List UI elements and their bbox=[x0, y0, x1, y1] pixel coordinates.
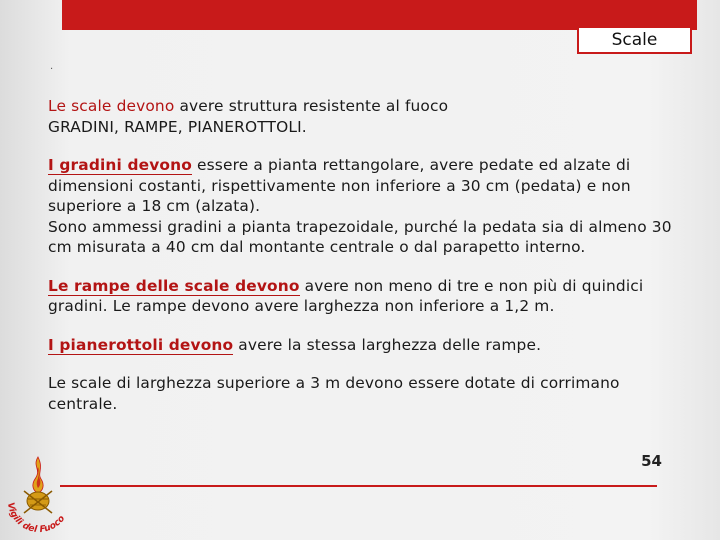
rampe-rest: avere non meno di tre e non più di quindici gradini. Le rampe devono avere larghezza non inferiore a 1,2 m. bbox=[48, 276, 644, 315]
intro-lead: Le scale devono bbox=[48, 97, 175, 115]
gradini-lead: I gradini devono bbox=[48, 156, 192, 174]
rampe-paragraph bbox=[48, 276, 678, 317]
slide-title: Scale bbox=[577, 26, 692, 54]
intro-line2: GRADINI, RAMPE, PIANEROTTOLI. bbox=[48, 117, 307, 136]
page-number: 54 bbox=[641, 452, 662, 470]
gradini-paragraph bbox=[48, 155, 678, 217]
gradini-line2: Sono ammessi gradini a pianta trapezoidale, purché la pedata sia di almeno 30 cm misurata a 40 cm dal montante centrale o dal parapetto interno. bbox=[48, 217, 672, 256]
pianerottoli-rest: avere la stessa larghezza delle rampe. bbox=[233, 335, 542, 354]
gradini-rest: essere a pianta rettangolare, avere pedate ed alzate di dimensioni costanti, rispettivamente non inferiore a 30 cm (pedata) e non superiore a 18 cm (alzata). bbox=[48, 156, 631, 215]
rampe-lead: Le rampe delle scale devono bbox=[48, 276, 300, 295]
svg-text:Vigili del Fuoco: Vigili del Fuoco bbox=[4, 501, 68, 535]
pianerottoli-lead: I pianerottoli devono bbox=[48, 335, 234, 354]
slide-body bbox=[48, 96, 678, 414]
corrimano-paragraph: Le scale di larghezza superiore a 3 m devono essere dotate di corrimano centrale. bbox=[48, 374, 620, 413]
small-marker: . bbox=[50, 61, 54, 72]
flame-grenade-icon bbox=[2, 455, 74, 535]
pianerottoli-paragraph bbox=[48, 335, 678, 356]
vigili-del-fuoco-logo bbox=[2, 455, 74, 535]
bottom-red-rule bbox=[60, 485, 657, 487]
intro-rest: avere struttura resistente al fuoco bbox=[174, 97, 449, 115]
intro-paragraph bbox=[48, 96, 678, 117]
